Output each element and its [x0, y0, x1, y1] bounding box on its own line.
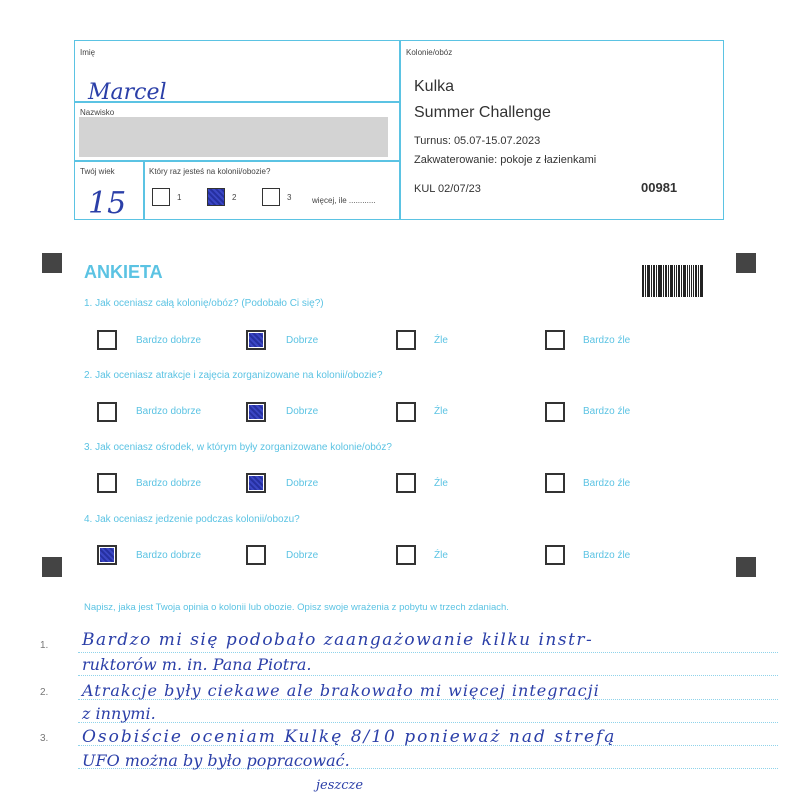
turnus: Turnus: 05.07-15.07.2023	[414, 135, 541, 147]
visit-count-2-checkbox[interactable]	[207, 188, 225, 206]
q2-dobrze-checkbox[interactable]	[246, 402, 266, 422]
camp-name-2: Summer Challenge	[414, 104, 551, 121]
opinion-text-line-4: z innymi.	[82, 704, 156, 723]
opinion-text-line-2: ruktorów m. in. Pana Piotra.	[82, 655, 312, 674]
q4-bardzo-zle-label: Bardzo źle	[583, 550, 631, 561]
q4-dobrze-checkbox[interactable]	[246, 545, 266, 565]
question-4: 4. Jak oceniasz jedzenie podczas kolonii/obozu?	[84, 514, 300, 525]
q4-bardzo-zle-checkbox[interactable]	[545, 545, 565, 565]
q1-bardzo-dobrze-checkbox[interactable]	[97, 330, 117, 350]
first-name-value: Marcel	[88, 80, 167, 105]
opinion-line-2	[78, 675, 778, 676]
visit-count-more-label: więcej, ile ............	[312, 196, 376, 205]
redacted-surname	[79, 117, 388, 157]
visit-count-1-checkbox[interactable]	[152, 188, 170, 206]
visit-count-label: Który raz jesteś na kolonii/obozie?	[149, 167, 271, 176]
registration-marker-tr	[736, 253, 756, 273]
q2-zle-checkbox[interactable]	[396, 402, 416, 422]
q3-dobrze-label: Dobrze	[286, 478, 319, 489]
header-divider-age	[143, 160, 145, 220]
q4-zle-label: Źle	[434, 550, 448, 561]
q2-bardzo-zle-label: Bardzo źle	[583, 406, 631, 417]
opinion-text-insert: jeszcze	[316, 778, 364, 793]
opinion-text-line-6: UFO można by było popracować.	[82, 751, 350, 770]
q2-zle-label: Źle	[434, 406, 448, 417]
header-divider-vertical	[399, 40, 401, 220]
q4-zle-checkbox[interactable]	[396, 545, 416, 565]
opinion-text-line-3: Atrakcje były ciekawe ale brakowało mi więcej integracji	[82, 681, 600, 700]
camp-label: Kolonie/obóz	[406, 48, 453, 57]
q3-bardzo-zle-checkbox[interactable]	[545, 473, 565, 493]
q3-bardzo-zle-label: Bardzo źle	[583, 478, 631, 489]
q1-zle-checkbox[interactable]	[396, 330, 416, 350]
q3-zle-label: Źle	[434, 478, 448, 489]
opinion-number-3: 3.	[40, 733, 49, 744]
q2-bardzo-dobrze-label: Bardzo dobrze	[136, 406, 202, 417]
q4-dobrze-label: Dobrze	[286, 550, 319, 561]
question-3: 3. Jak oceniasz ośrodek, w którym były zorganizowane kolonie/obóz?	[84, 442, 392, 453]
survey-title: ANKIETA	[84, 262, 163, 282]
age-label: Twój wiek	[80, 167, 115, 176]
question-2: 2. Jak oceniasz atrakcje i zajęcia zorganizowane na kolonii/obozie?	[84, 370, 383, 381]
age-value: 15	[88, 186, 127, 221]
q1-dobrze-label: Dobrze	[286, 335, 319, 346]
q1-bardzo-zle-label: Bardzo źle	[583, 335, 631, 346]
visit-count-3-label: 3	[287, 193, 292, 202]
registration-marker-tl	[42, 253, 62, 273]
barcode	[642, 265, 704, 297]
q1-bardzo-dobrze-label: Bardzo dobrze	[136, 335, 202, 346]
camp-code: KUL 02/07/23	[414, 183, 481, 195]
opinion-line-1	[78, 652, 778, 653]
q1-dobrze-checkbox[interactable]	[246, 330, 266, 350]
visit-count-1-label: 1	[177, 193, 182, 202]
q4-bardzo-dobrze-label: Bardzo dobrze	[136, 550, 202, 561]
q1-zle-label: Źle	[434, 335, 448, 346]
q2-bardzo-dobrze-checkbox[interactable]	[97, 402, 117, 422]
q2-bardzo-zle-checkbox[interactable]	[545, 402, 565, 422]
form-number: 00981	[641, 180, 678, 195]
registration-marker-br	[736, 557, 756, 577]
q3-dobrze-checkbox[interactable]	[246, 473, 266, 493]
visit-count-2-label: 2	[232, 193, 237, 202]
header-divider-2	[74, 160, 400, 162]
q3-bardzo-dobrze-checkbox[interactable]	[97, 473, 117, 493]
opinion-text-line-1: Bardzo mi się podobało zaangażowanie kilku instr-	[82, 630, 594, 650]
visit-count-3-checkbox[interactable]	[262, 188, 280, 206]
opinion-number-2: 2.	[40, 687, 49, 698]
q1-bardzo-zle-checkbox[interactable]	[545, 330, 565, 350]
accommodation: Zakwaterowanie: pokoje z łazienkami	[414, 154, 597, 166]
camp-name-1: Kulka	[414, 78, 455, 95]
question-1: 1. Jak oceniasz całą kolonię/obóz? (Podobało Ci się?)	[84, 298, 324, 309]
q4-bardzo-dobrze-checkbox[interactable]	[97, 545, 117, 565]
registration-marker-bl	[42, 557, 62, 577]
q3-zle-checkbox[interactable]	[396, 473, 416, 493]
last-name-label: Nazwisko	[80, 108, 115, 117]
first-name-label: Imię	[80, 48, 96, 57]
q3-bardzo-dobrze-label: Bardzo dobrze	[136, 478, 202, 489]
opinion-number-1: 1.	[40, 640, 49, 651]
opinion-line-4	[78, 722, 778, 723]
q2-dobrze-label: Dobrze	[286, 406, 319, 417]
opinion-text-line-5: Osobiście oceniam Kulkę 8/10 ponieważ nad strefą	[82, 727, 617, 747]
opinion-prompt: Napisz, jaka jest Twoja opinia o kolonii lub obozie. Opisz swoje wrażenia z pobytu w trzech zdaniach.	[84, 602, 509, 613]
